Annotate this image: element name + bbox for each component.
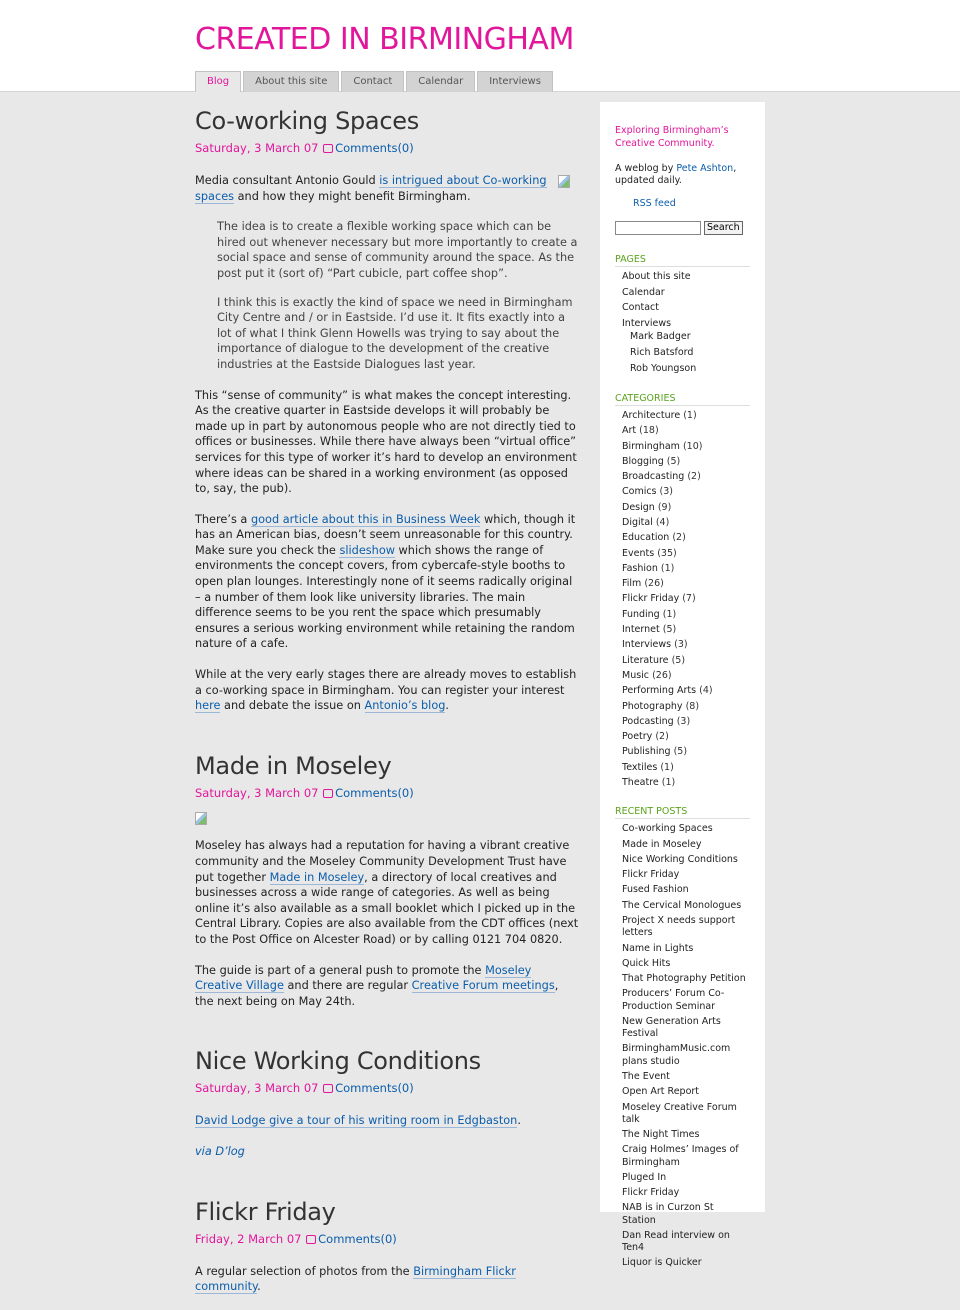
search-form [615, 221, 750, 235]
category-link[interactable]: Broadcasting [622, 471, 685, 483]
post-body [195, 812, 580, 1010]
interview-link[interactable]: Rich Batsford [630, 347, 694, 359]
recent-post-link[interactable]: Made in Moseley [622, 838, 702, 850]
category-item [622, 746, 750, 758]
page-link[interactable]: Interviews [622, 318, 672, 330]
category-count: (1) [683, 409, 697, 421]
tab-contact[interactable]: Contact [341, 71, 404, 92]
recent-post-link[interactable]: Quick Hits [622, 957, 671, 969]
recent-post-link[interactable]: Open Art Report [622, 1086, 700, 1098]
category-link[interactable]: Music [622, 669, 650, 681]
link-david-lodge[interactable]: David Lodge give a tour of his writing room in Edgbaston [195, 1114, 518, 1128]
site-title[interactable]: CREATED IN BIRMINGHAM [195, 22, 574, 57]
category-item [622, 685, 750, 697]
pages-heading: PAGES [615, 254, 750, 267]
category-count: (5) [666, 455, 681, 467]
category-count: (1) [661, 777, 676, 789]
recent-posts-heading: RECENT POSTS [615, 806, 750, 819]
paragraph: David Lodge give a tour of his writing room in Edgbaston. [195, 1114, 521, 1128]
category-item [622, 456, 750, 468]
pages-list [615, 271, 750, 375]
category-count: (1) [662, 608, 677, 620]
category-count: (8) [685, 700, 700, 712]
post-date: Saturday, 3 March 07 [195, 785, 319, 800]
comments-link[interactable]: Comments(0) [318, 1231, 397, 1246]
paragraph [195, 1144, 580, 1160]
tab-interviews[interactable]: Interviews [477, 71, 553, 92]
category-item [622, 410, 750, 422]
nav-tabs [195, 71, 553, 92]
category-link[interactable]: Internet [622, 624, 660, 636]
category-item [622, 532, 750, 544]
recent-post-link[interactable]: The Night Times [622, 1129, 700, 1141]
category-count: (4) [699, 685, 713, 697]
category-link[interactable]: Design [622, 501, 655, 513]
category-link[interactable]: Art [622, 425, 637, 437]
post-title[interactable]: Made in Moseley [195, 751, 392, 780]
blockquote [217, 219, 580, 372]
quote-paragraph: The idea is to create a flexible working space which can be hired out whenever necessary but more importantly to create a social space and sense of community around the space. As the post put it (sort of) “Part cubicle, part coffee shop”. [217, 220, 578, 280]
recent-post-link[interactable]: Fused Fashion [622, 884, 689, 896]
paragraph: While at the very early stages there are already moves to establish a co-working space in Birmingham. You can register your interest here and debate the issue on Antonio’s blog. [195, 668, 577, 713]
site-header [0, 0, 960, 92]
category-link[interactable]: Poetry [622, 731, 653, 743]
post-date: Saturday, 3 March 07 [195, 1081, 319, 1096]
link-coworking-intrigued[interactable]: is intrigued about Co-working spaces [195, 174, 547, 203]
recent-post-link[interactable]: Co-working Spaces [622, 823, 713, 835]
category-count: (2) [655, 731, 669, 743]
post-meta [195, 1232, 580, 1246]
comment-icon [323, 789, 333, 798]
category-item [622, 716, 750, 728]
main-content [195, 92, 580, 1310]
search-button[interactable]: Search [704, 221, 743, 235]
category-link[interactable]: Flickr Friday [622, 593, 680, 605]
post-body [195, 1264, 580, 1295]
category-count: (18) [639, 425, 659, 437]
site-tagline: Exploring Birmingham’s Creative Community. [615, 125, 729, 149]
category-item [622, 441, 750, 453]
page-link[interactable]: Contact [622, 302, 659, 314]
category-item [622, 578, 750, 590]
category-count: (26) [652, 669, 672, 681]
post-title[interactable]: Nice Working Conditions [195, 1047, 481, 1076]
category-link[interactable]: Textiles [622, 761, 658, 773]
post-flickr-friday [195, 1198, 580, 1295]
category-link[interactable]: Performing Arts [622, 685, 697, 697]
sidebar [600, 102, 765, 1269]
category-link[interactable]: Architecture [622, 409, 681, 421]
recent-post-link[interactable]: Pluged In [622, 1171, 667, 1183]
category-count: (4) [655, 517, 670, 528]
category-item [622, 639, 750, 651]
post-date: Saturday, 3 March 07 [195, 141, 319, 155]
category-item [622, 502, 750, 514]
paragraph: Media consultant Antonio Gould is intrigued about Co-working spaces and how they might benefit Birmingham. [195, 173, 580, 204]
paragraph: This “sense of community” is what makes the concept interesting. As the creative quarter in Eastside develops it will probably be made up in part by autonomous people who are not directly tied to offices or businesses. While there have always been “virtual office” services for this type of worker it’s hard to develop an environment where ideas can be shared in a working environment (as opposed to, say, the pub). [195, 388, 577, 496]
category-link[interactable]: Literature [622, 654, 669, 666]
category-count: (10) [682, 440, 703, 452]
category-item [622, 471, 750, 483]
category-count: (9) [657, 501, 672, 513]
paragraph: The guide is part of a general push to promote the Moseley Creative Village and there are regular Creative Forum meetings, the next being on May 24th. [195, 963, 559, 1008]
paragraph: A regular selection of photos from the Birmingham Flickr community. [195, 1264, 516, 1294]
recent-post-link[interactable]: That Photography Petition [622, 973, 746, 985]
category-count: (7) [682, 593, 696, 605]
category-link[interactable]: Digital [622, 517, 653, 528]
link-creative-forum-meetings[interactable]: Creative Forum meetings [411, 979, 555, 993]
broken-image-icon [558, 175, 570, 188]
link-moseley-creative-village[interactable]: Moseley Creative Village [195, 963, 532, 993]
post-title[interactable]: Co-working Spaces [195, 107, 419, 135]
category-count: (3) [674, 639, 688, 651]
category-item [622, 593, 750, 605]
category-link[interactable]: Interviews [622, 639, 672, 651]
link-birmingham-flickr[interactable]: Birmingham Flickr community [195, 1264, 516, 1294]
comment-icon [306, 1235, 316, 1244]
recent-posts-list [615, 823, 750, 1269]
category-link[interactable]: Comics [622, 486, 657, 498]
post-meta [195, 141, 580, 155]
category-link[interactable]: Education [622, 532, 670, 544]
post-body [195, 1113, 580, 1159]
link-business-week[interactable]: good article about this in Business Week [250, 512, 481, 526]
category-count: (1) [660, 761, 674, 773]
interview-link[interactable]: Rob Youngson [630, 362, 697, 374]
page-link-interviews [622, 318, 750, 375]
category-item [622, 563, 750, 575]
category-count: (1) [660, 562, 675, 574]
category-item [622, 548, 750, 560]
category-count: (26) [644, 578, 664, 590]
comments-link[interactable]: Comments(0) [335, 141, 414, 155]
category-count: (5) [662, 624, 677, 636]
quote-paragraph: I think this is exactly the kind of space we need in Birmingham City Centre and / or in Eastside. I’d use it. It fits exactly into a lot of what I think Glenn Howells was trying to say about the importance of dialogue to the development of the creative industries at the Eastside Dialogues last year. [217, 295, 573, 371]
post-made-in-moseley [195, 752, 580, 1010]
post-nice-working-conditions [195, 1047, 580, 1159]
byline: A weblog by Pete Ashton, updated daily. [615, 163, 737, 186]
link-made-in-moseley[interactable]: Made in Moseley [269, 870, 365, 884]
page-link[interactable]: About this site [622, 271, 691, 282]
category-link[interactable]: Events [622, 547, 655, 559]
link-antonios-blog[interactable]: Antonio’s blog [364, 699, 446, 713]
category-link[interactable]: Birmingham [622, 440, 680, 452]
recent-post-link[interactable]: Dan Read interview on Ten4 [622, 1229, 730, 1254]
recent-post-link[interactable]: BirminghamMusic.com plans studio [622, 1043, 731, 1067]
author-link[interactable]: Pete Ashton [676, 163, 734, 174]
recent-post-link[interactable]: NAB is in Curzon St Station [622, 1202, 714, 1226]
comment-icon [323, 1084, 333, 1093]
recent-post-link[interactable]: Flickr Friday [622, 869, 680, 881]
recent-post-link[interactable]: Moseley Creative Forum talk [622, 1101, 737, 1125]
tab-about[interactable]: About this site [243, 71, 339, 92]
category-count: (3) [676, 715, 691, 727]
category-item [622, 655, 750, 667]
rss-feed-link[interactable]: RSS feed [633, 198, 676, 209]
category-link[interactable]: Funding [622, 608, 660, 620]
recent-post-link[interactable]: Nice Working Conditions [622, 853, 738, 865]
category-item [622, 777, 750, 789]
category-link[interactable]: Fashion [622, 562, 658, 574]
recent-post-link[interactable]: Project X needs support letters [622, 915, 736, 939]
broken-image-icon [195, 812, 207, 825]
category-link[interactable]: Photography [622, 700, 683, 712]
recent-post-link[interactable]: Producers’ Forum Co-Production Seminar [622, 988, 725, 1012]
link-via-dlog[interactable]: via D’log [195, 1144, 245, 1158]
recent-post-link[interactable]: Name in Lights [622, 942, 694, 954]
post-date: Friday, 2 March 07 [195, 1231, 302, 1246]
rss-feed [633, 198, 750, 209]
image-paragraph [195, 812, 580, 830]
page-link[interactable]: Calendar [622, 286, 665, 298]
categories-heading: CATEGORIES [615, 393, 750, 406]
category-link[interactable]: Blogging [622, 455, 664, 467]
recent-post-link[interactable]: The Event [622, 1070, 670, 1082]
category-item [622, 731, 750, 743]
recent-post-link[interactable]: New Generation Arts Festival [622, 1015, 721, 1040]
category-item [622, 486, 750, 498]
post-coworking-spaces [195, 107, 580, 714]
category-link[interactable]: Podcasting [622, 715, 674, 727]
link-here[interactable]: here [195, 699, 221, 713]
recent-post-link[interactable]: Liquor is Quicker [622, 1257, 702, 1269]
category-item [622, 425, 750, 437]
category-item [622, 609, 750, 621]
recent-post-link[interactable]: The Cervical Monologues [622, 899, 742, 911]
category-count: (35) [657, 547, 677, 559]
comments-link[interactable]: Comments(0) [335, 785, 414, 800]
link-slideshow[interactable]: slideshow [339, 543, 395, 557]
recent-post-link[interactable]: Craig Holmes’ Images of Birmingham [622, 1144, 739, 1168]
category-link[interactable]: Theatre [622, 777, 659, 789]
post-meta [195, 786, 580, 800]
comment-icon [323, 144, 333, 153]
category-item [622, 624, 750, 636]
category-count: (5) [671, 654, 686, 666]
interviews-sublist [622, 331, 750, 375]
comments-link[interactable]: Comments(0) [335, 1081, 414, 1096]
category-item [622, 670, 750, 682]
category-link[interactable]: Publishing [622, 746, 671, 758]
categories-list [615, 410, 750, 789]
tab-blog[interactable]: Blog [195, 71, 241, 92]
paragraph: There’s a good article about this in Business Week which, though it has an American bias, doesn’t seem unreasonable for this country. Make sure you check the slideshow which shows the range of environments the concept covers, from cybercafe-style booths to open plan lounges. Interestingly none of it seems radically original – a number of them look like university libraries. The main difference seems to be you rent the space which presumably ensures a serious working environment while retaining the random nature of a cafe. [195, 512, 576, 651]
category-item [622, 517, 750, 529]
post-title[interactable]: Flickr Friday [195, 1197, 336, 1226]
category-item [622, 701, 750, 713]
category-count: (5) [673, 746, 688, 758]
recent-post-link[interactable]: Flickr Friday [622, 1187, 680, 1199]
search-input[interactable] [615, 221, 701, 235]
category-link[interactable]: Film [622, 578, 642, 590]
post-meta [195, 1081, 580, 1095]
interview-link[interactable]: Mark Badger [630, 331, 691, 343]
category-count: (2) [672, 532, 686, 544]
post-body [195, 173, 580, 714]
category-count: (2) [687, 471, 701, 483]
category-count: (3) [659, 486, 674, 498]
category-item [622, 762, 750, 774]
tab-calendar[interactable]: Calendar [406, 71, 475, 92]
paragraph: Moseley has always had a reputation for having a vibrant creative community and the Moseley Community Development Trust have put together Made in Moseley, a directory of local creatives and businesses across a wide range of categories. As well as being online it’s also available as a small booklet which I picked up in the Central Library. Copies are also available from the CDT offices (next to the Post Office on Alcester Road) or by calling 0121 704 0820. [195, 839, 579, 946]
